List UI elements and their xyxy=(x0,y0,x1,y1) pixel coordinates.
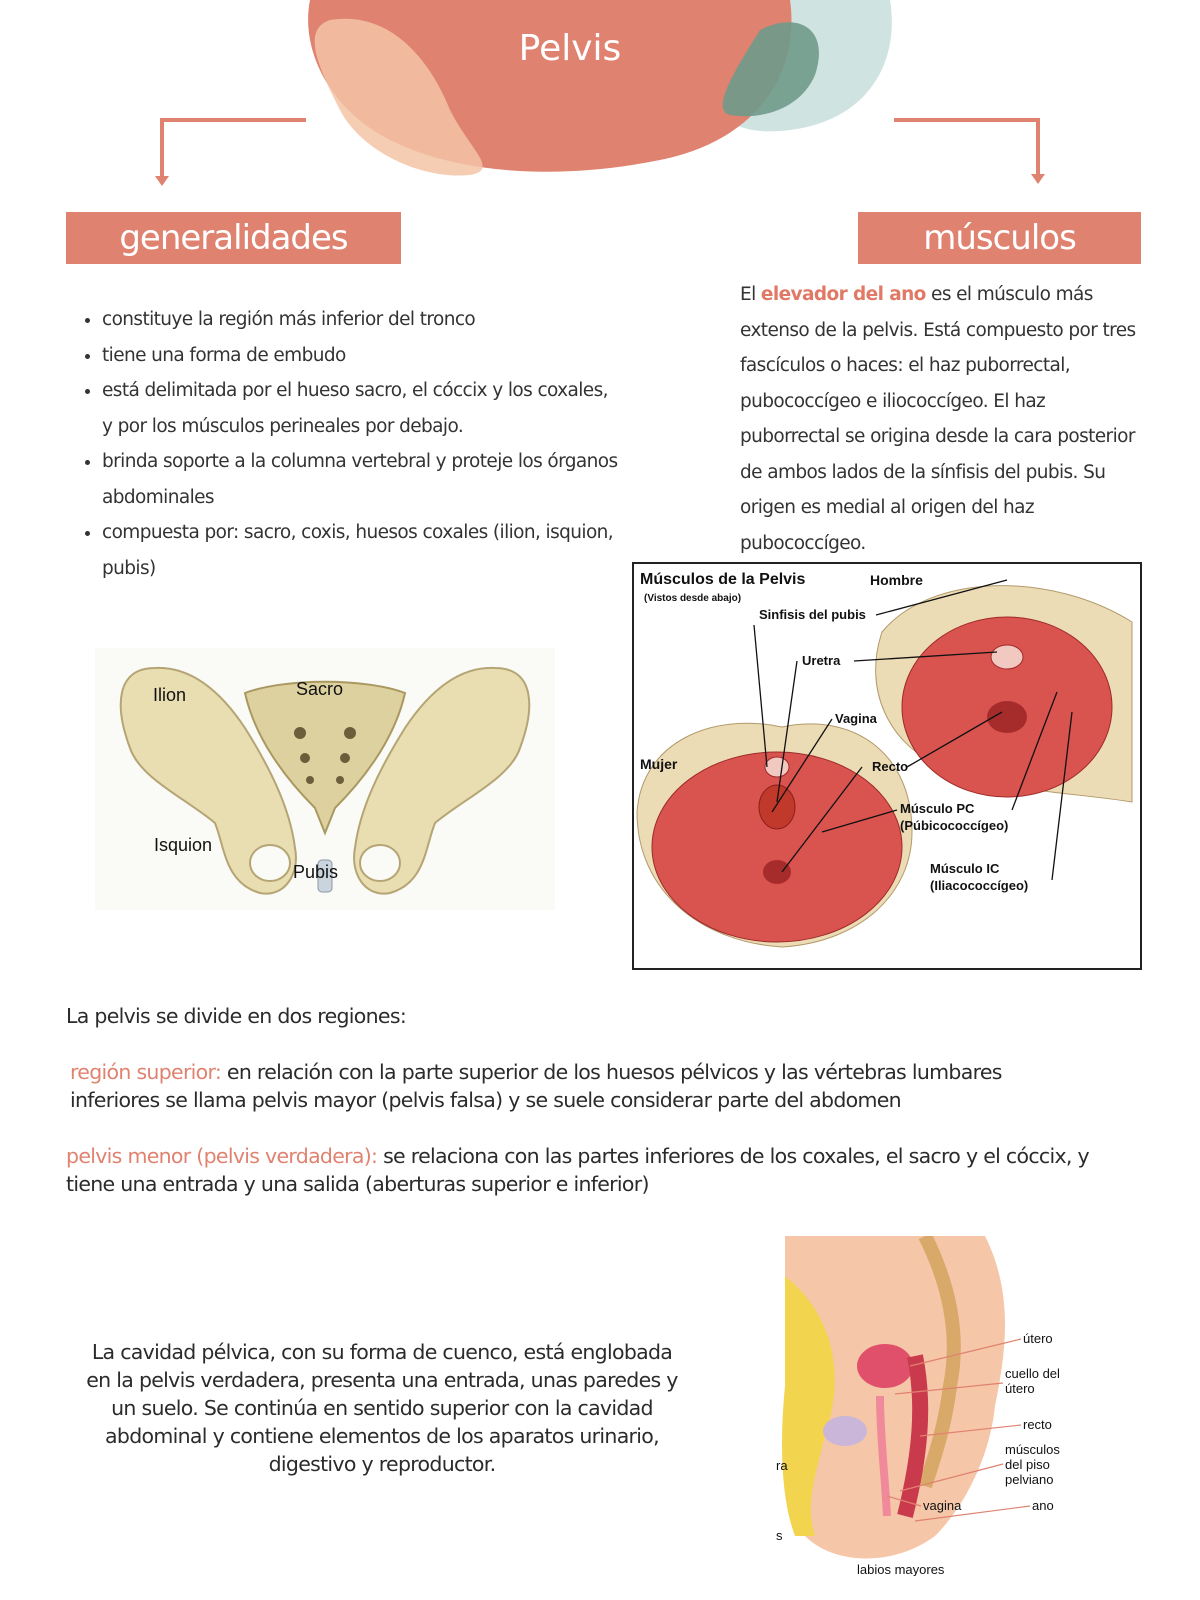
label-cut-ra: ra xyxy=(776,1458,788,1473)
bladder xyxy=(823,1416,867,1446)
label-mujer: Mujer xyxy=(640,756,678,772)
region-superior-label: región superior: xyxy=(70,1060,222,1084)
label-sacro: Sacro xyxy=(296,679,344,699)
muscles-figure xyxy=(632,562,1142,970)
pelvis-menor xyxy=(66,1142,1096,1198)
muscle-figure-title: Músculos de la Pelvis xyxy=(640,571,806,588)
generalidades-heading: generalidades xyxy=(66,212,401,264)
sagittal-figure xyxy=(775,1236,1085,1576)
label-sinfisis: Sinfisis del pubis xyxy=(759,607,866,622)
label-recto-sag: recto xyxy=(1023,1417,1052,1432)
label-pc-1: Músculo PC xyxy=(900,801,975,816)
right-arrow xyxy=(894,120,1038,176)
list-item: • brinda soporte a la columna vertebral y proteje los órganos abdominales xyxy=(102,444,622,515)
page-title: Pelvis xyxy=(518,28,622,69)
label-ilion: Ilion xyxy=(153,685,187,705)
musculos-intro: El xyxy=(740,284,761,305)
label-isquion: Isquion xyxy=(154,835,213,855)
list-item: • constituye la región más inferior del tronco xyxy=(102,302,622,338)
label-vagina-sag: vagina xyxy=(923,1498,962,1513)
left-arrow-head xyxy=(155,176,169,186)
label-ic-1: Músculo IC xyxy=(930,861,1000,876)
list-item: • tiene una forma de embudo xyxy=(102,338,622,374)
region-superior xyxy=(70,1058,1090,1114)
cavity-paragraph: La cavidad pélvica, con su forma de cuenco, está englobada en la pelvis verdadera, presenta una entrada, unas paredes y un suelo. Se continúa en sentido superior con la cavidad abdominal y contiene elementos de los aparatos urinario, digestivo y reproductor. xyxy=(86,1340,678,1476)
musculos-paragraph xyxy=(740,277,1148,561)
list-item: • compuesta por: sacro, coxis, huesos coxales (ilion, isquion, pubis) xyxy=(102,515,622,586)
left-obturator xyxy=(250,845,290,881)
label-uretra: Uretra xyxy=(802,653,841,668)
label-cut-s: s xyxy=(776,1528,783,1543)
label-pc-2: (Púbicococcígeo) xyxy=(900,818,1009,833)
label-cuello-2: útero xyxy=(1005,1381,1035,1396)
muscle-figure-subtitle: (Vistos desde abajo) xyxy=(644,593,742,604)
label-pubis: Pubis xyxy=(293,862,339,882)
label-cuello-1: cuello del xyxy=(1005,1366,1060,1381)
elevador-highlight: elevador del ano xyxy=(760,284,926,305)
generalidades-list xyxy=(78,302,622,586)
label-utero: útero xyxy=(1023,1331,1053,1346)
pelvis-bone-figure xyxy=(95,648,555,910)
left-arrow xyxy=(162,120,306,180)
musculos-text: es el músculo más extenso de la pelvis. Está compuesto por tres fascículos o haces: el haz puborrectal, pubococcígeo e iliococcígeo. El haz puborrectal se origina desde la cara posterior de ambos lados de la sínfisis del pubis. Su origen es medial al origen del haz pubococcígeo. xyxy=(740,284,1136,554)
label-musculos-2: del piso xyxy=(1005,1457,1050,1472)
female-muscle-floor xyxy=(652,752,902,942)
label-labios: labios mayores xyxy=(857,1562,945,1576)
label-ic-2: (Iliacococcígeo) xyxy=(930,878,1029,893)
pelvis-menor-label: pelvis menor (pelvis verdadera): xyxy=(66,1144,378,1168)
label-musculos-1: músculos xyxy=(1005,1442,1060,1457)
label-vagina: Vagina xyxy=(835,711,877,726)
region-superior-text: en relación con la parte superior de los huesos pélvicos y las vértebras lumbares inferiores se llama pelvis mayor (pelvis falsa) y se suele considerar parte del abdomen xyxy=(70,1060,1002,1112)
pelvis-menor-text: se relaciona con las partes inferiores de los coxales, el sacro y el cóccix, y tiene una entrada y una salida (aberturas superior e inferior) xyxy=(66,1144,1089,1196)
label-musculos-3: pelviano xyxy=(1005,1472,1054,1487)
label-ano: ano xyxy=(1032,1498,1054,1513)
right-arrow-head xyxy=(1031,174,1045,184)
musculos-heading: músculos xyxy=(858,212,1141,264)
label-hombre: Hombre xyxy=(870,572,923,588)
label-recto: Recto xyxy=(872,759,909,774)
list-item: • está delimitada por el hueso sacro, el cóccix y los coxales, y por los músculos perineales por debajo. xyxy=(102,373,622,444)
regions-intro: La pelvis se divide en dos regiones: xyxy=(66,1004,407,1028)
right-obturator xyxy=(360,845,400,881)
uterus xyxy=(857,1344,913,1388)
